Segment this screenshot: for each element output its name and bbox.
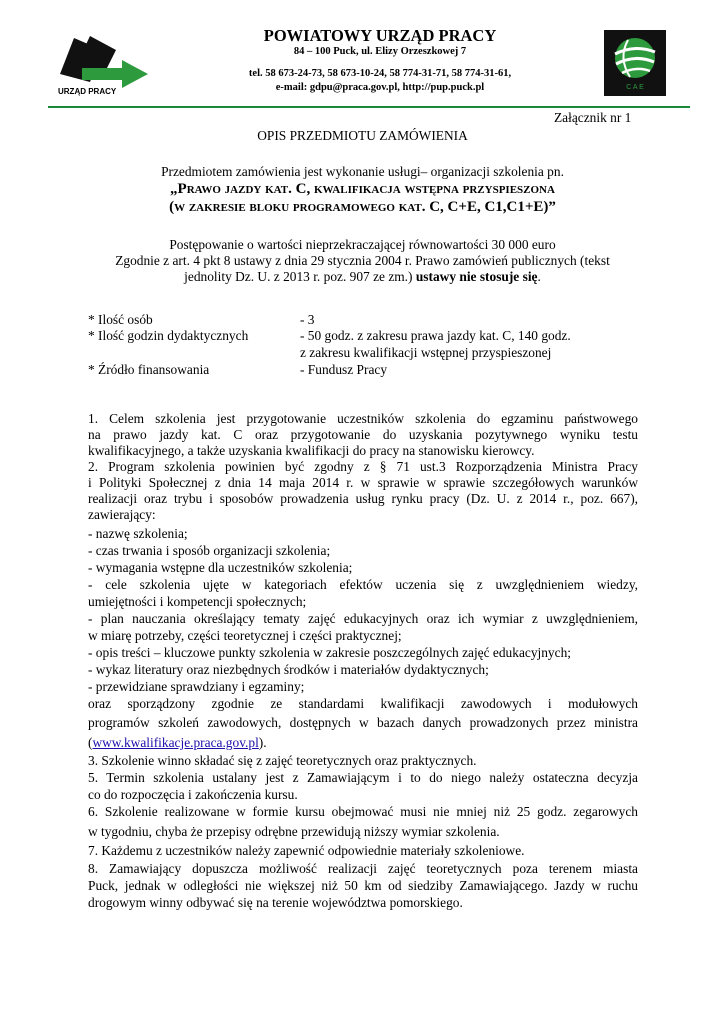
param-value: - 50 godz. z zakresu prawa jazdy kat. C, 140 godz. (300, 328, 571, 343)
document-heading: OPIS PRZEDMIOTU ZAMÓWIENIA (257, 128, 468, 143)
office-title: POWIATOWY URZĄD PRACY (263, 26, 497, 45)
body-line: w miarę potrzeby, części teoretycznej i części praktycznej; (88, 628, 402, 643)
body-line: zawierający: (88, 507, 156, 522)
office-phones: tel. 58 673-24-73, 58 673-10-24, 58 774-31-71, 58 774-31-61, (248, 68, 512, 79)
course-title-line-1: „Prawo jazdy kat. C, kwalifikacja wstępna przyspieszona (170, 181, 555, 197)
value-statement: Postępowanie o wartości nieprzekraczającej równowartości 30 000 euro (169, 237, 556, 252)
body-line: co do rozpoczęcia i zakończenia kursu. (88, 787, 298, 802)
body-line: - opis treści – kluczowe punkty szkolenia w zakresie poszczególnych zajęć edukacyjnych; (88, 645, 571, 660)
course-title-line-2: (w zakresie bloku programowego kat. C, C+E, C1,C1+E)” (169, 199, 556, 215)
body-line: 5. Termin szkolenia ustalany jest z Zamawiającym i to do niego należy ostateczna decyzja (88, 770, 638, 785)
attachment-label: Załącznik nr 1 (554, 110, 632, 125)
param-label: * Źródło finansowania (88, 362, 210, 377)
body-line: - wymagania wstępne dla uczestników szkolenia; (88, 560, 353, 575)
law-statement-line-1: Zgodnie z art. 4 pkt 8 ustawy z dnia 29 stycznia 2004 r. Prawo zamówień publicznych (tekst (115, 253, 610, 268)
law-reference: jednolity Dz. U. z 2013 r. poz. 907 ze zm.) (184, 269, 413, 284)
law-statement-line-2 (0, 269, 725, 285)
body-line: 1. Celem szkolenia jest przygotowanie uczestników szkolenia do egzaminu państwowego (88, 411, 638, 426)
body-line: realizacji oraz trybu i sposobów prowadzenia usług rynku pracy (Dz. U. z 2014 r., poz. 667), (88, 491, 638, 506)
param-label: * Ilość godzin dydaktycznych (88, 328, 249, 343)
body-line: drogowym winny odbywać się na terenie województwa pomorskiego. (88, 895, 463, 910)
body-line: kwalifikacyjnego, a także uzyskania kwalifikacji do pracy na stanowisku kierowcy. (88, 443, 535, 458)
body-line: 3. Szkolenie winno składać się z zajęć teoretycznych oraz praktycznych. (88, 753, 477, 768)
body-line: - cele szkolenia ujęte w kategoriach efektów uczenia się z uwzględnieniem wiedzy, (88, 577, 638, 592)
pup-logo (52, 30, 152, 100)
body-line: programów szkoleń zawodowych, dostępnych w bazach danych prowadzonych przez ministra (88, 715, 638, 730)
param-value: z zakresu kwalifikacji wstępnej przyspieszonej (300, 345, 552, 360)
subject-intro: Przedmiotem zamówienia jest wykonanie usługi– organizacji szkolenia pn. (161, 164, 564, 179)
body-line: umiejętności i kompetencji społecznych; (88, 594, 307, 609)
body-line: Puck, jednak w odległości nie większej niż 50 km od siedziby Zamawiającego. Jazdy w ruchu (88, 878, 638, 893)
law-exemption: ustawy nie stosuje się (415, 269, 538, 284)
body-line: oraz sporządzony zgodnie ze standardami kwalifikacji zawodowych i modułowych (88, 696, 638, 711)
body-line: 7. Każdemu z uczestników należy zapewnić odpowiednie materiały szkoleniowe. (88, 843, 525, 858)
caz-caption: C A E (626, 84, 644, 91)
body-line: - plan nauczania określający tematy zajęć edukacyjnych oraz ich wymiar z uwzględnieniem, (88, 611, 638, 626)
param-value: - 3 (300, 312, 315, 327)
pup-logo-icon (52, 30, 152, 88)
body-line: - nazwę szkolenia; (88, 526, 188, 541)
body-line: - czas trwania i sposób organizacji szkolenia; (88, 543, 331, 558)
body-line: - przewidziane sprawdziany i egzaminy; (88, 679, 305, 694)
header-divider (48, 106, 690, 108)
office-contact: e-mail: gdpu@praca.gov.pl, http://pup.puck.pl (275, 82, 485, 93)
paren-close: ). (258, 735, 267, 750)
law-period: . (537, 269, 541, 284)
param-label: * Ilość osób (88, 312, 153, 327)
body-line: i Polityki Społecznej z dnia 14 maja 2014 r. w sprawie w sprawie szczegółowych warunków (88, 475, 638, 490)
body-line: 8. Zamawiający dopuszcza możliwość realizacji zajęć teoretycznych poza terenem miasta (88, 861, 638, 876)
caz-logo (604, 30, 666, 96)
kwalifikacje-link[interactable]: www.kwalifikacje.praca.gov.pl (92, 735, 259, 750)
param-value: - Fundusz Pracy (300, 362, 388, 377)
logo-caption: URZĄD PRACY (58, 87, 117, 96)
office-address: 84 – 100 Puck, ul. Elizy Orzeszkowej 7 (293, 46, 467, 57)
body-line: - wykaz literatury oraz niezbędnych środków i materiałów dydaktycznych; (88, 662, 489, 677)
paren-open: ( (88, 735, 93, 750)
body-line: w tygodniu, chyba że przepisy odrębne przewidują niższy wymiar szkolenia. (88, 824, 500, 839)
body-line: 2. Program szkolenia powinien być zgodny z § 71 ust.3 Rozporządzenia Ministra Pracy (88, 459, 638, 474)
body-line: na prawo jazdy kat. C oraz przygotowanie do uzyskania pozytywnego wyniku testu (88, 427, 638, 442)
body-line (88, 735, 638, 751)
body-line: 6. Szkolenie realizowane w formie kursu obejmować musi nie mniej niż 25 godz. zegarowych (88, 804, 638, 819)
